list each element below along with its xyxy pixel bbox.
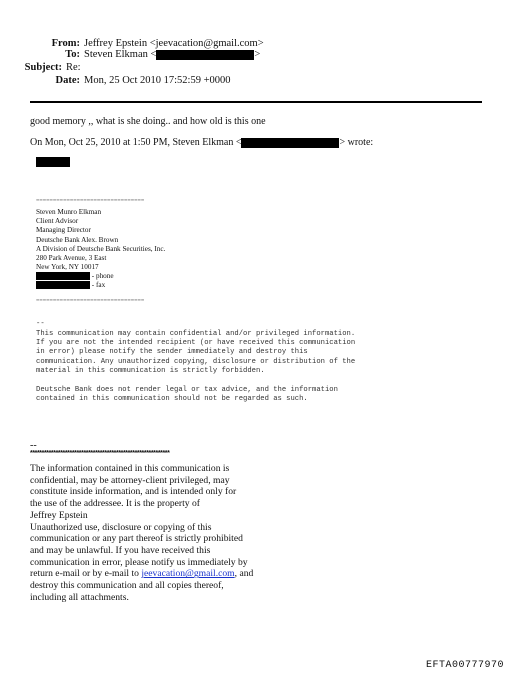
- notice-line: in error) please notify the sender immediately and destroy this: [36, 348, 308, 357]
- to-prefix: Steven Elkman <: [84, 49, 157, 60]
- subject-label: Subject:: [24, 62, 62, 73]
- tax-notice-block: [36, 386, 338, 404]
- reply-line: good memory ,, what is she doing.. and how old is this one: [30, 116, 266, 127]
- redaction-box: [241, 138, 339, 148]
- notice-block: [36, 330, 355, 376]
- subject-row: [0, 62, 382, 74]
- tax-line: contained in this communication should not be regarded as such.: [36, 395, 308, 404]
- bates-number: EFTA00777970: [425, 660, 504, 671]
- disclaimer-line: constitute inside information, and is intended only for: [30, 486, 237, 498]
- signature-line: Managing Director: [36, 226, 91, 235]
- disclaimer-dashes: --: [30, 440, 37, 451]
- quote-prefix: On Mon, Oct 25, 2010 at 1:50 PM, Steven Elkman <: [30, 137, 242, 148]
- disclaimer-line: including all attachments.: [30, 591, 129, 603]
- to-suffix: >: [254, 49, 261, 60]
- phone-label: - phone: [91, 272, 114, 281]
- disclaimer-return-line: [30, 568, 253, 580]
- fax-row: [36, 281, 165, 290]
- signature-line: Deutsche Bank Alex. Brown: [36, 235, 119, 244]
- disclaimer-block: [30, 463, 253, 603]
- email-header: [0, 38, 512, 94]
- date-value: Mon, 25 Oct 2010 17:52:59 +0000: [84, 75, 231, 86]
- return-suffix: , and: [234, 568, 254, 580]
- signature-divider-top: ================================: [36, 198, 145, 204]
- signature-line: Client Advisor: [36, 217, 79, 226]
- signature-divider-bottom: ================================: [36, 298, 145, 304]
- to-row: [0, 49, 400, 61]
- signature-line: A Division of Deutsche Bank Securities, Inc.: [36, 244, 166, 253]
- date-row: [0, 75, 400, 87]
- subject-value: Re:: [66, 62, 81, 73]
- phone-row: [36, 272, 165, 281]
- disclaimer-line: communication or any part thereof is strictly prohibited: [30, 533, 243, 545]
- email-link[interactable]: jeevacation@gmail.com: [141, 568, 235, 580]
- disclaimer-line: and may be unlawful. If you have received this: [30, 544, 211, 556]
- notice-line: This communication may contain confidential and/or privileged information.: [36, 330, 356, 338]
- redaction-box: [36, 157, 70, 167]
- notice-line: material in this communication is strictly forbidden.: [36, 366, 265, 375]
- header-divider: [30, 101, 482, 103]
- tax-line: Deutsche Bank does not render legal or tax advice, and the information: [36, 386, 338, 394]
- redaction-box: [156, 50, 254, 60]
- disclaimer-line: The information contained in this communication is: [30, 463, 230, 474]
- date-label: Date:: [55, 75, 80, 86]
- notice-line: If you are not the intended recipient (or have received this communication: [36, 339, 356, 348]
- disclaimer-line: Unauthorized use, disclosure or copying of this: [30, 521, 212, 533]
- to-value: [84, 49, 260, 61]
- signature-block: [36, 208, 165, 290]
- fax-label: - fax: [91, 281, 106, 290]
- disclaimer-line: Jeffrey Epstein: [30, 509, 88, 521]
- quote-suffix: > wrote:: [339, 137, 374, 148]
- signature-line: Steven Munro Elkman: [36, 208, 102, 216]
- quote-line: [30, 137, 373, 149]
- signature-line: New York, NY 10017: [36, 263, 99, 272]
- redaction-box: [36, 272, 90, 280]
- notice-dashes: --: [36, 320, 45, 328]
- from-value: Jeffrey Epstein <jeevacation@gmail.com>: [84, 38, 264, 49]
- to-label: To:: [65, 49, 80, 60]
- return-prefix: return e-mail or by e-mail to: [30, 568, 142, 580]
- disclaimer-line: confidential, may be attorney-client privileged, may: [30, 474, 230, 486]
- redaction-box: [36, 281, 90, 289]
- signature-line: 280 Park Avenue, 3 East: [36, 254, 107, 263]
- from-label: From:: [51, 38, 80, 49]
- disclaimer-stars: ************************************************************: [30, 450, 170, 457]
- disclaimer-line: communication in error, please notify us immediately by: [30, 556, 248, 568]
- disclaimer-line: the use of the addressee. It is the property of: [30, 498, 200, 510]
- disclaimer-line: destroy this communication and all copies thereof,: [30, 580, 224, 592]
- notice-line: communication. Any unauthorized copying, disclosure or distribution of the: [36, 357, 356, 366]
